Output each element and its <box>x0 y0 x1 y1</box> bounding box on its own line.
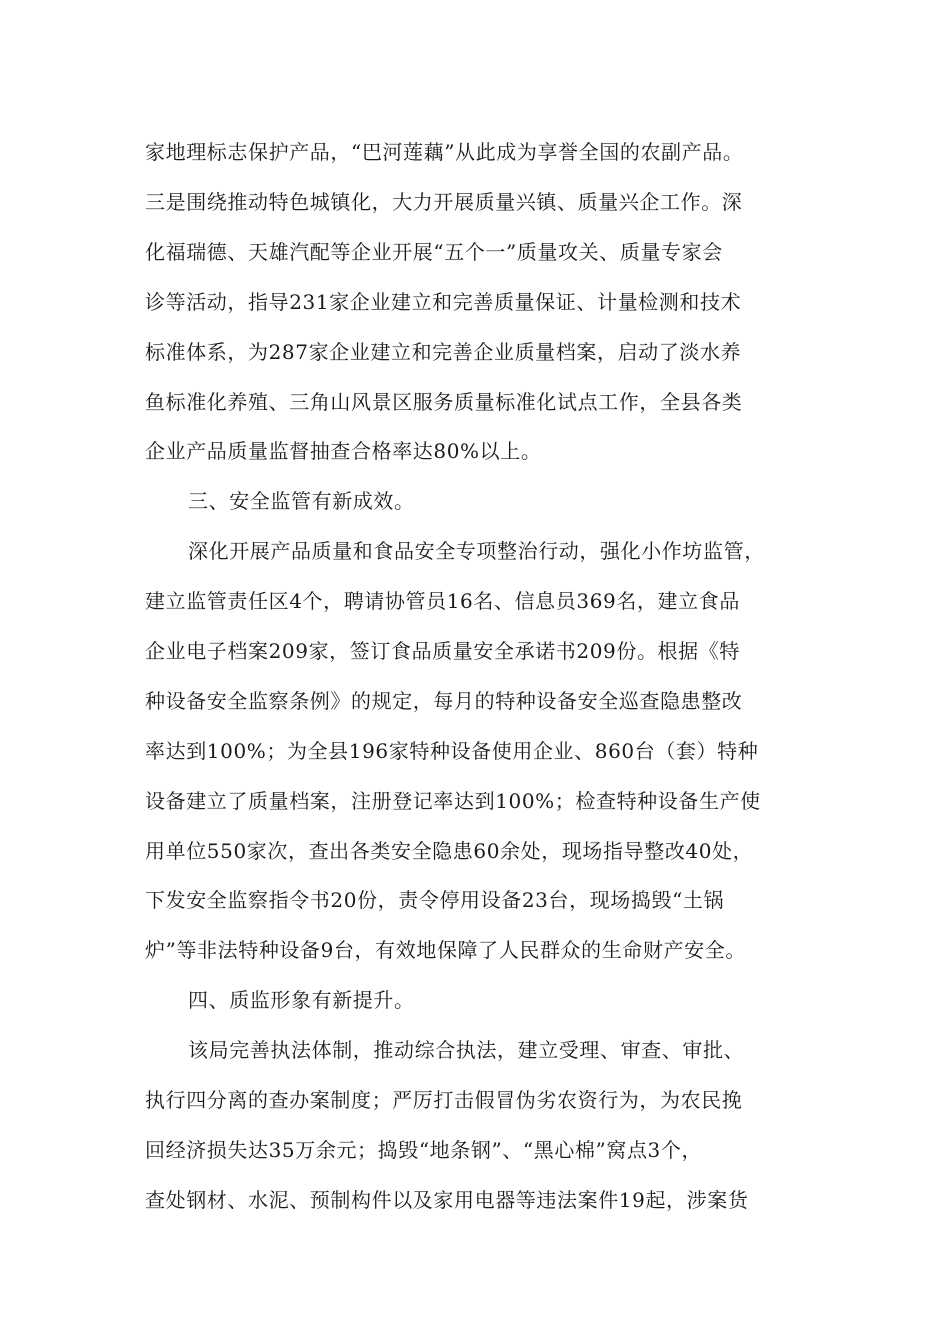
paragraph-first-line: 深化开展产品质量和食品安全专项整治行动，强化小作坊监管， <box>188 539 765 563</box>
text-line: 企业电子档案209家，签订食品质量安全承诺书209份。根据《特 <box>145 639 740 663</box>
section-heading: 三、安全监管有新成效。 <box>188 489 415 513</box>
text-line: 标准体系，为287家企业建立和完善企业质量档案，启动了淡水养 <box>145 340 742 364</box>
section-heading: 四、质监形象有新提升。 <box>188 988 415 1012</box>
text-line: 回经济损失达35万余元；捣毁“地条钢”、“黑心棉”窝点3个， <box>145 1138 703 1162</box>
text-line: 鱼标准化养殖、三角山风景区服务质量标准化试点工作，全县各类 <box>145 390 743 414</box>
paragraph-first-line: 该局完善执法体制，推动综合执法，建立受理、审查、审批、 <box>188 1038 745 1062</box>
text-line: 下发安全监察指令书20份，责令停用设备23台，现场捣毁“土锅 <box>145 888 725 912</box>
text-line: 企业产品质量监督抽查合格率达80%以上。 <box>145 439 542 463</box>
text-line: 种设备安全监察条例》的规定，每月的特种设备安全巡查隐患整改 <box>145 689 743 713</box>
text-line: 设备建立了质量档案，注册登记率达到100%；检查特种设备生产使 <box>145 789 761 813</box>
text-line: 查处钢材、水泥、预制构件以及家用电器等违法案件19起，涉案货 <box>145 1188 749 1212</box>
text-line: 炉”等非法特种设备9台，有效地保障了人民群众的生命财产安全。 <box>145 938 746 962</box>
text-line: 化福瑞德、天雄汽配等企业开展“五个一”质量攻关、质量专家会 <box>145 240 723 264</box>
text-line: 建立监管责任区4个，聘请协管员16名、信息员369名，建立食品 <box>145 589 740 613</box>
text-line: 诊等活动，指导231家企业建立和完善质量保证、计量检测和技术 <box>145 290 742 314</box>
text-line: 用单位550家次，查出各类安全隐患60余处，现场指导整改40处， <box>145 839 754 863</box>
text-line: 执行四分离的查办案制度；严厉打击假冒伪劣农资行为，为农民挽 <box>145 1088 743 1112</box>
text-line: 家地理标志保护产品，“巴河莲藕”从此成为享誉全国的农副产品。 <box>145 140 744 164</box>
text-line: 三是围绕推动特色城镇化，大力开展质量兴镇、质量兴企工作。深 <box>145 190 743 214</box>
text-line: 率达到100%；为全县196家特种设备使用企业、860台（套）特种 <box>145 739 759 763</box>
